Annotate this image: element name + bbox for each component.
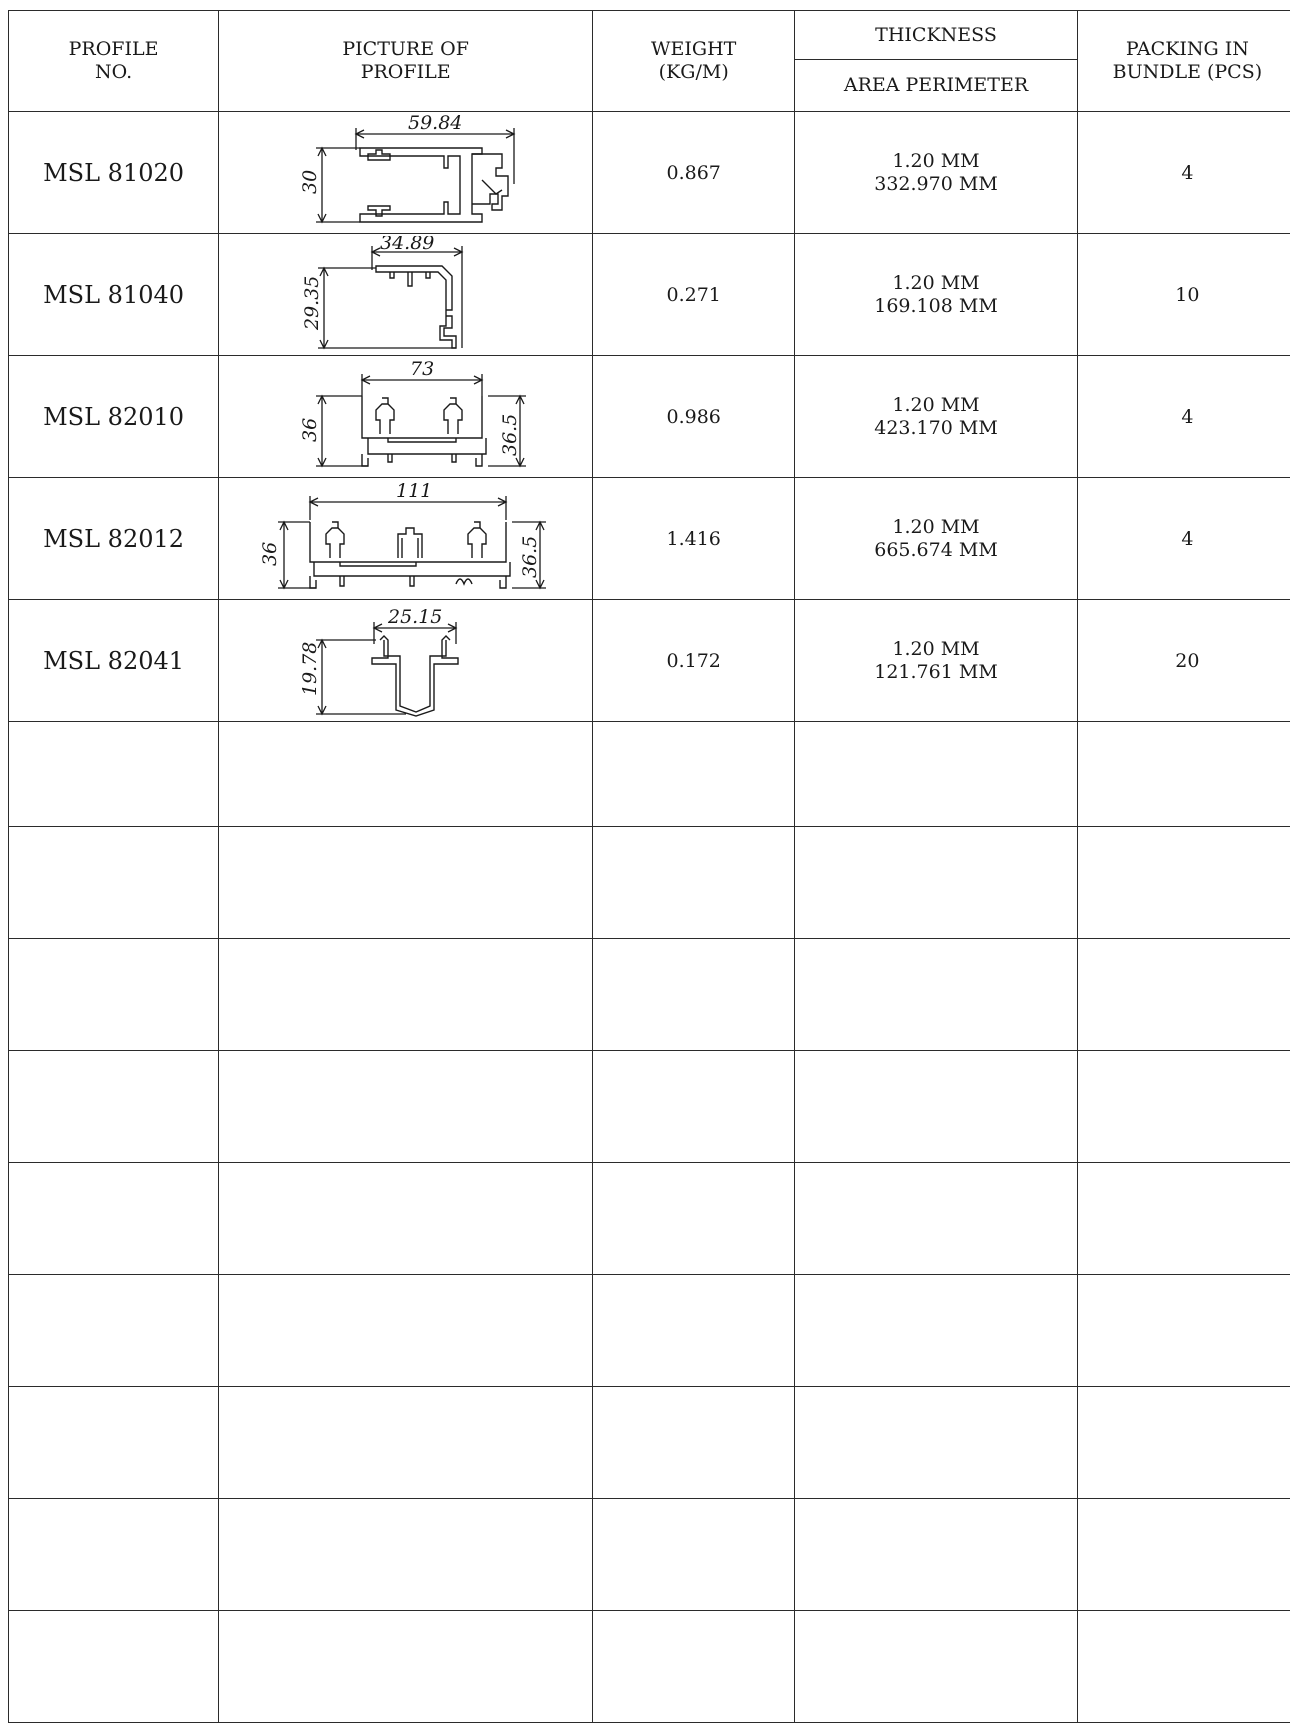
- empty-cell: [9, 1499, 219, 1611]
- empty-cell: [593, 1275, 795, 1387]
- empty-cell: [1077, 1275, 1290, 1387]
- packing-cell: 10: [1077, 234, 1290, 356]
- dim-width-label: 111: [396, 480, 432, 502]
- header-profile-no-line1: PROFILE: [9, 38, 218, 61]
- empty-cell: [1077, 939, 1290, 1051]
- empty-cell: [593, 1163, 795, 1275]
- table-row: [9, 356, 1290, 478]
- profile-no-cell: MSL 82010: [9, 356, 219, 478]
- empty-cell: [795, 1163, 1078, 1275]
- profile-picture-cell: [219, 600, 593, 722]
- empty-cell: [9, 722, 219, 827]
- empty-cell: [219, 827, 593, 939]
- profile-drawing: [256, 480, 556, 598]
- empty-cell: [593, 1387, 795, 1499]
- empty-row: [9, 1275, 1290, 1387]
- thickness-cell: [795, 234, 1078, 356]
- empty-cell: [593, 1611, 795, 1723]
- thickness-cell: [795, 600, 1078, 722]
- packing-cell: 20: [1077, 600, 1290, 722]
- empty-cell: [219, 1499, 593, 1611]
- empty-cell: [593, 722, 795, 827]
- empty-cell: [795, 827, 1078, 939]
- header-weight-line2: (KG/M): [593, 61, 794, 84]
- empty-cell: [9, 827, 219, 939]
- profile-drawing: [276, 236, 536, 354]
- header-packing: [1077, 11, 1290, 112]
- thickness-value: 1.20 MM: [795, 150, 1077, 173]
- thickness-value: 1.20 MM: [795, 272, 1077, 295]
- header-picture: [219, 11, 593, 112]
- table-row: [9, 600, 1290, 722]
- empty-cell: [593, 939, 795, 1051]
- weight-cell: 0.271: [593, 234, 795, 356]
- empty-cell: [795, 939, 1078, 1051]
- profile-picture-cell: [219, 356, 593, 478]
- thickness-cell: [795, 478, 1078, 600]
- packing-cell: 4: [1077, 356, 1290, 478]
- dim-width-label: 25.15: [387, 606, 442, 628]
- profile-picture-cell: [219, 112, 593, 234]
- header-weight-line1: WEIGHT: [593, 38, 794, 61]
- profile-drawing: [276, 114, 536, 232]
- profile-no-cell: MSL 81040: [9, 234, 219, 356]
- dim-height-label: 30: [299, 169, 321, 193]
- thickness-value: 1.20 MM: [795, 516, 1077, 539]
- header-area-perimeter: AREA PERIMETER: [795, 60, 1078, 112]
- empty-cell: [219, 1611, 593, 1723]
- empty-cell: [219, 1387, 593, 1499]
- header-profile-no-line2: NO.: [9, 61, 218, 84]
- perimeter-value: 665.674 MM: [795, 539, 1077, 562]
- empty-row: [9, 939, 1290, 1051]
- weight-cell: 0.867: [593, 112, 795, 234]
- header-picture-line2: PROFILE: [219, 61, 592, 84]
- dim-height-label: 36: [259, 541, 281, 565]
- table-row: [9, 478, 1290, 600]
- table-row: [9, 112, 1290, 234]
- empty-row: [9, 1051, 1290, 1163]
- perimeter-value: 121.761 MM: [795, 661, 1077, 684]
- dim-width-label: 34.89: [380, 236, 434, 254]
- empty-cell: [795, 722, 1078, 827]
- empty-cell: [1077, 722, 1290, 827]
- weight-cell: 0.172: [593, 600, 795, 722]
- header-packing-line2: BUNDLE (PCS): [1078, 61, 1290, 84]
- profile-no-cell: MSL 82041: [9, 600, 219, 722]
- empty-cell: [1077, 1163, 1290, 1275]
- empty-cell: [795, 1611, 1078, 1723]
- profile-drawing: [276, 358, 536, 476]
- empty-row: [9, 1499, 1290, 1611]
- empty-cell: [593, 827, 795, 939]
- header-weight: [593, 11, 795, 112]
- dim-height-label: 36: [299, 417, 321, 441]
- dim-height-label: 19.78: [299, 641, 321, 695]
- dim-width-label: 73: [410, 358, 434, 380]
- empty-cell: [795, 1499, 1078, 1611]
- weight-cell: 0.986: [593, 356, 795, 478]
- empty-cell: [9, 1387, 219, 1499]
- profile-picture-cell: [219, 234, 593, 356]
- empty-row: [9, 1163, 1290, 1275]
- header-profile-no: [9, 11, 219, 112]
- empty-cell: [1077, 1051, 1290, 1163]
- empty-cell: [9, 1163, 219, 1275]
- empty-cell: [795, 1387, 1078, 1499]
- thickness-cell: [795, 356, 1078, 478]
- weight-cell: 1.416: [593, 478, 795, 600]
- header-packing-line1: PACKING IN: [1078, 38, 1290, 61]
- empty-cell: [1077, 827, 1290, 939]
- perimeter-value: 169.108 MM: [795, 295, 1077, 318]
- table-row: [9, 234, 1290, 356]
- profile-table: [8, 10, 1290, 1723]
- empty-row: [9, 1387, 1290, 1499]
- empty-cell: [219, 722, 593, 827]
- empty-row: [9, 722, 1290, 827]
- empty-row: [9, 1611, 1290, 1723]
- empty-cell: [9, 1275, 219, 1387]
- empty-cell: [9, 1611, 219, 1723]
- packing-cell: 4: [1077, 112, 1290, 234]
- packing-cell: 4: [1077, 478, 1290, 600]
- empty-cell: [9, 1051, 219, 1163]
- thickness-value: 1.20 MM: [795, 638, 1077, 661]
- empty-cell: [9, 939, 219, 1051]
- empty-cell: [1077, 1387, 1290, 1499]
- profile-no-cell: MSL 82012: [9, 478, 219, 600]
- perimeter-value: 423.170 MM: [795, 417, 1077, 440]
- profile-drawing: [276, 602, 536, 720]
- empty-cell: [1077, 1611, 1290, 1723]
- perimeter-value: 332.970 MM: [795, 173, 1077, 196]
- profile-picture-cell: [219, 478, 593, 600]
- empty-cell: [219, 1163, 593, 1275]
- dim-width-label: 59.84: [408, 114, 462, 134]
- profile-no-cell: MSL 81020: [9, 112, 219, 234]
- empty-cell: [219, 1051, 593, 1163]
- empty-cell: [1077, 1499, 1290, 1611]
- dim-height-label: 29.35: [301, 275, 323, 330]
- empty-row: [9, 827, 1290, 939]
- empty-cell: [593, 1499, 795, 1611]
- thickness-cell: [795, 112, 1078, 234]
- dim-height-right-label: 36.5: [499, 413, 521, 455]
- empty-cell: [219, 1275, 593, 1387]
- header-picture-line1: PICTURE OF: [219, 38, 592, 61]
- thickness-value: 1.20 MM: [795, 394, 1077, 417]
- empty-cell: [593, 1051, 795, 1163]
- empty-cell: [795, 1051, 1078, 1163]
- header-thickness: THICKNESS: [795, 11, 1078, 60]
- dim-height-right-label: 36.5: [519, 535, 541, 577]
- empty-cell: [219, 939, 593, 1051]
- empty-cell: [795, 1275, 1078, 1387]
